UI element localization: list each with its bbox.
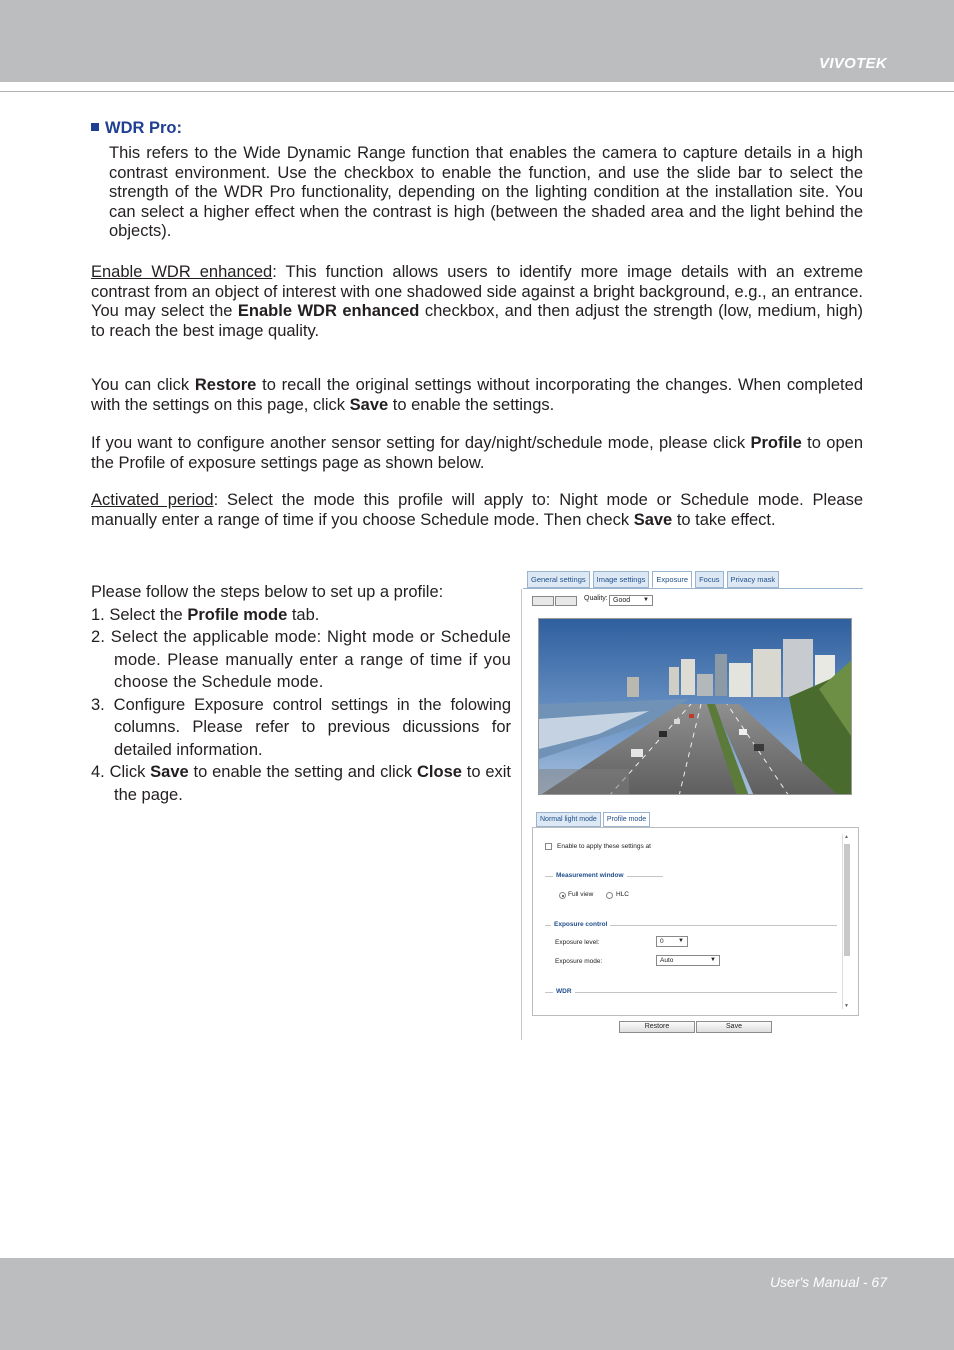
chevron-down-icon: ▼ xyxy=(710,957,716,963)
exposure-mode-value: Auto xyxy=(660,957,674,964)
live-view-image xyxy=(538,618,852,795)
bold-span: Enable WDR enhanced xyxy=(237,302,420,320)
page-number: User's Manual - 67 xyxy=(769,1274,887,1290)
activated-period-term: Activated period xyxy=(91,491,214,509)
quality-value: Good xyxy=(613,597,631,604)
tab-profile-mode[interactable]: Profile mode xyxy=(603,812,650,827)
bold-span: Close xyxy=(416,763,462,781)
quality-select[interactable] xyxy=(609,595,653,606)
text-span: to take effect. xyxy=(672,510,776,529)
exposure-mode-label: Exposure mode: xyxy=(555,958,603,965)
text-span: to enable the setting and click xyxy=(188,763,417,781)
full-view-radio[interactable] xyxy=(559,892,566,899)
text-span: You can click xyxy=(91,376,195,394)
exposure-settings-screenshot xyxy=(521,571,864,1041)
wdr-enhanced-paragraph xyxy=(91,263,863,341)
save-button[interactable]: Save xyxy=(696,1021,772,1033)
view-button-2[interactable] xyxy=(555,596,577,606)
profile-paragraph xyxy=(91,434,863,473)
scroll-down-icon[interactable]: ▼ xyxy=(844,1003,849,1009)
tab-image-settings[interactable]: Image settings xyxy=(593,571,650,588)
profile-steps xyxy=(91,581,511,806)
chevron-down-icon: ▼ xyxy=(678,938,684,944)
profile-settings-box xyxy=(532,827,859,1016)
scrollbar-thumb[interactable] xyxy=(844,844,850,956)
text-span: : This function allows users to identify more image details with an extreme contrast from an object of interest with one shadowed side against a bright background, e.g., an entrance. You may select the xyxy=(91,263,863,320)
header-divider xyxy=(0,91,954,92)
mode-tabs xyxy=(536,812,650,827)
full-view-label: Full view xyxy=(568,891,594,898)
restore-button[interactable]: Restore xyxy=(619,1021,695,1033)
wdr-pro-heading-text: WDR Pro: xyxy=(105,119,182,137)
wdr-pro-heading xyxy=(91,119,182,138)
bold-span: Restore xyxy=(194,376,257,394)
settings-tabs xyxy=(527,571,779,588)
text-span: to enable the settings. xyxy=(388,395,555,414)
exposure-control-heading: Exposure control xyxy=(551,921,610,928)
scroll-up-icon[interactable]: ▲ xyxy=(844,834,849,840)
bold-span: Save xyxy=(633,510,673,529)
wdr-enhanced-term: Enable WDR enhanced xyxy=(91,263,273,281)
footer-band xyxy=(0,1258,954,1350)
view-button-1[interactable] xyxy=(532,596,554,606)
tab-exposure[interactable]: Exposure xyxy=(652,571,692,588)
bullet-square-icon xyxy=(91,123,99,131)
scrollbar[interactable] xyxy=(842,834,850,1009)
steps-intro: Please follow the steps below to set up a profile: xyxy=(91,583,444,601)
tab-focus[interactable]: Focus xyxy=(695,571,723,588)
hlc-label: HLC xyxy=(616,891,630,898)
bold-span: Save xyxy=(150,763,189,781)
tab-privacy-mask[interactable]: Privacy mask xyxy=(727,571,780,588)
highway-photo xyxy=(539,619,852,795)
exposure-level-select[interactable] xyxy=(656,936,688,947)
bold-span: Profile xyxy=(750,434,802,452)
text-span: to open the Profile of exposure settings page as shown below. xyxy=(91,434,863,472)
tab-general-settings[interactable]: General settings xyxy=(527,571,590,588)
text-span: to recall the original settings without incorporating the changes. When completed with the settings on this page, click xyxy=(91,376,863,414)
step-item xyxy=(91,761,511,806)
measurement-window-heading: Measurement window xyxy=(553,872,627,879)
text-span: tab. xyxy=(287,605,320,624)
panel-border xyxy=(521,589,522,1040)
text-span: 1. Select the xyxy=(91,605,188,624)
text-span: 4. Click xyxy=(91,763,151,781)
wdr-pro-description: This refers to the Wide Dynamic Range function that enables the camera to capture details in a high contrast environment. Use the checkbox to enable the function, and use the slide bar to select the strength of the WDR Pro functionality, depending on the lighting condition at the installation site. You can select a higher effect when the contrast is high (between the shaded area and the light behind the objects). xyxy=(109,144,863,240)
exposure-level-value: 0 xyxy=(660,938,664,945)
enable-apply-label: Enable to apply these settings at xyxy=(557,843,651,850)
activated-period-paragraph xyxy=(91,491,863,530)
text-span: : Select the mode this profile will apply to: Night mode or Schedule mode. Please manually enter a range of time if you choose Schedule mode. Then check xyxy=(91,491,863,529)
step-item: 3. Configure Exposure control settings in the folowing columns. Please refer to previous dicussions for detailed information. xyxy=(91,695,511,759)
tab-normal-light-mode[interactable]: Normal light mode xyxy=(536,812,601,827)
brand-logo: VIVOTEK xyxy=(819,55,887,72)
tab-divider xyxy=(523,588,863,589)
restore-paragraph xyxy=(91,376,863,415)
bold-span: Save xyxy=(349,395,389,414)
step-item: 2. Select the applicable mode: Night mode or Schedule mode. Please manually enter a range of time if you choose the Schedule mode. xyxy=(91,628,511,691)
enable-apply-checkbox[interactable] xyxy=(545,843,552,850)
exposure-level-label: Exposure level: xyxy=(555,939,600,946)
header-band xyxy=(0,0,954,82)
text-span: If you want to configure another sensor setting for day/night/schedule mode, please click xyxy=(91,434,751,452)
wdr-heading: WDR xyxy=(553,988,575,995)
text-span: to exit the page. xyxy=(114,763,512,804)
text-span: checkbox, and then adjust the strength (low, medium, high) to reach the best image quality. xyxy=(91,302,863,340)
step-item xyxy=(91,604,511,627)
section-divider xyxy=(545,992,837,993)
hlc-radio[interactable] xyxy=(606,892,613,899)
chevron-down-icon: ▼ xyxy=(643,597,649,603)
quality-label: Quality: xyxy=(584,595,608,602)
exposure-mode-select[interactable] xyxy=(656,955,720,966)
bold-span: Profile mode xyxy=(187,605,288,624)
